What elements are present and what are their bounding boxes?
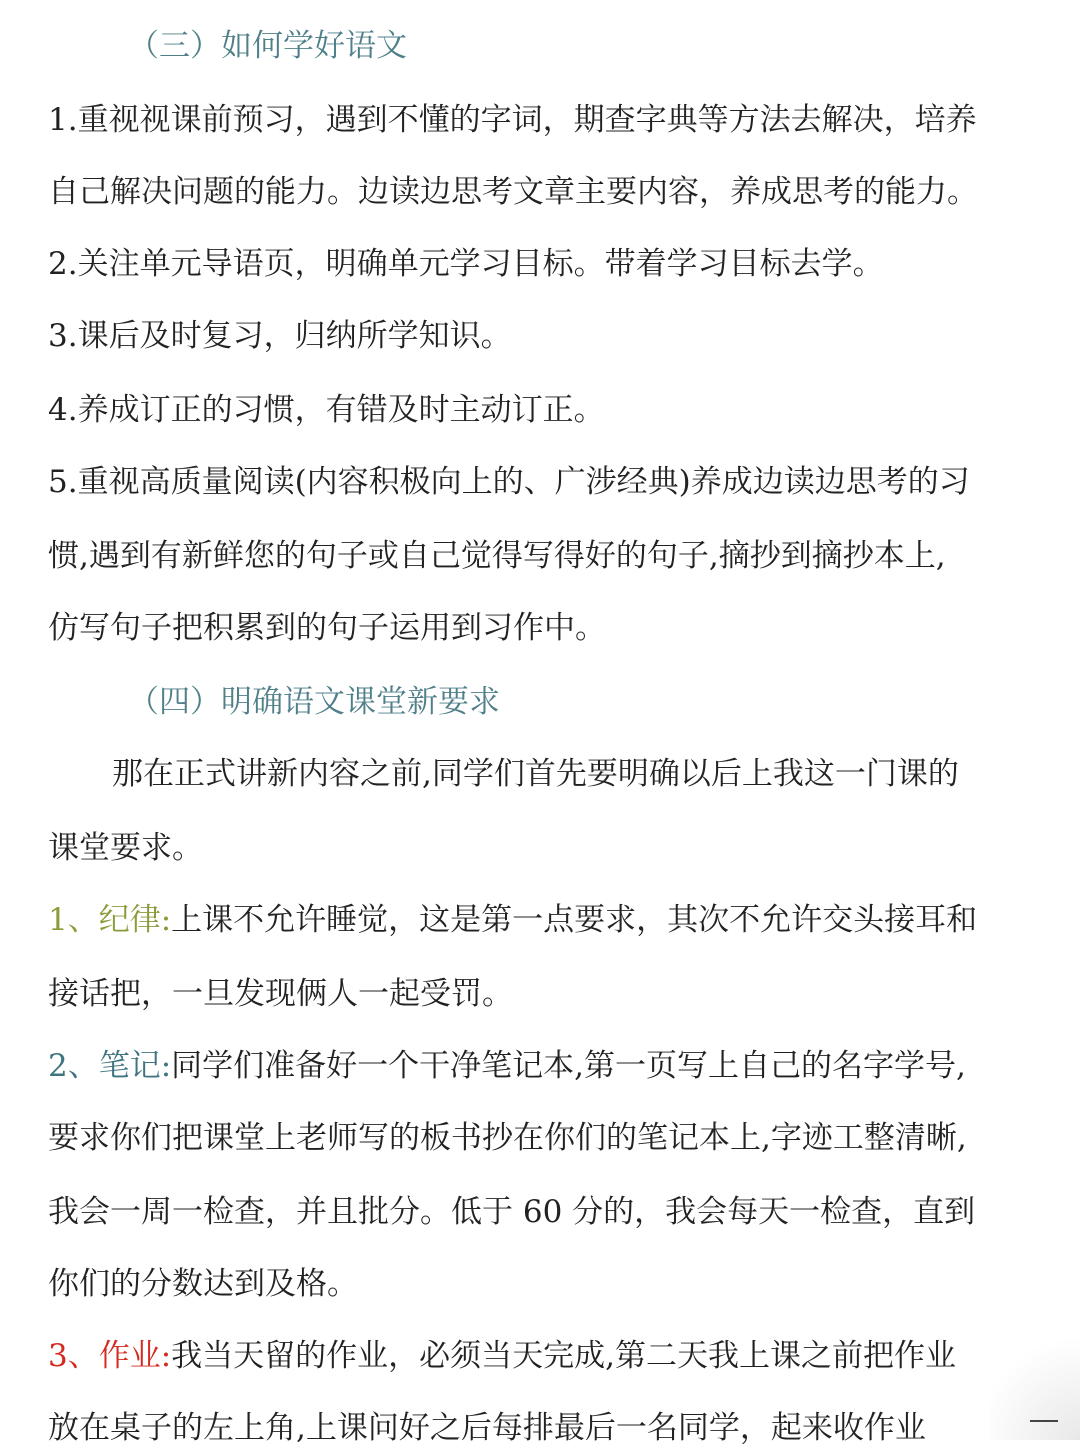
rule-2-line: [48, 1046, 966, 1086]
section-4-heading: （四）明确语文课堂新要求: [128, 684, 500, 720]
rule-1-text: 上课不允许睡觉，这是第一点要求，其次不允许交头接耳和: [171, 902, 978, 938]
rule-3-continuation: 放在桌子的左上角,上课问好之后每排最后一名同学，起来收作业: [48, 1410, 926, 1446]
section-3-line-8: 仿写句子把积累到的句子运用到习作中。: [48, 610, 606, 646]
section-3-heading: （三）如何学好语文: [128, 28, 407, 64]
rule-1-label: 1、纪律:: [48, 902, 172, 938]
rule-2-text: 同学们准备好一个干净笔记本,第一页写上自己的名字学号,: [171, 1048, 966, 1084]
section-3-line-4: 3.课后及时复习，归纳所学知识。: [48, 318, 512, 354]
section-3-line-5: 4.养成订正的习惯，有错及时主动订正。: [48, 392, 605, 428]
minimize-icon[interactable]: [1030, 1420, 1058, 1422]
page-corner-shadow: [990, 1330, 1080, 1440]
rule-2-continuation-3: 你们的分数达到及格。: [48, 1266, 358, 1302]
rule-3-label: 3、作业:: [48, 1338, 172, 1374]
section-4-intro-line-2: 课堂要求。: [48, 830, 203, 866]
section-3-line-2: 自己解决问题的能力。边读边思考文章主要内容，养成思考的能力。: [48, 174, 978, 210]
section-3-line-6: 5.重视高质量阅读(内容积极向上的、广涉经典)养成边读边思考的习: [48, 464, 970, 500]
section-3-line-1: 1.重视视课前预习，遇到不懂的字词，期查字典等方法去解决，培养: [48, 102, 977, 138]
rule-2-continuation-2: 我会一周一检查，并且批分。低于 60 分的，我会每天一检查，直到: [48, 1194, 976, 1230]
rule-1-continuation: 接话把，一旦发现俩人一起受罚。: [48, 976, 513, 1012]
section-3-line-3: 2.关注单元导语页，明确单元学习目标。带着学习目标去学。: [48, 246, 884, 282]
rule-2-label: 2、笔记:: [48, 1048, 172, 1084]
rule-3-line: [48, 1336, 956, 1376]
rule-2-continuation-1: 要求你们把课堂上老师写的板书抄在你们的笔记本上,字迹工整清晰,: [48, 1120, 967, 1156]
rule-3-text: 我当天留的作业，必须当天完成,第二天我上课之前把作业: [171, 1338, 957, 1374]
section-4-intro-line-1: 那在正式讲新内容之前,同学们首先要明确以后上我这一门课的: [112, 756, 959, 792]
rule-1-line: [48, 900, 977, 940]
section-3-line-7: 惯,遇到有新鲜您的句子或自己觉得写得好的句子,摘抄到摘抄本上,: [48, 538, 946, 574]
